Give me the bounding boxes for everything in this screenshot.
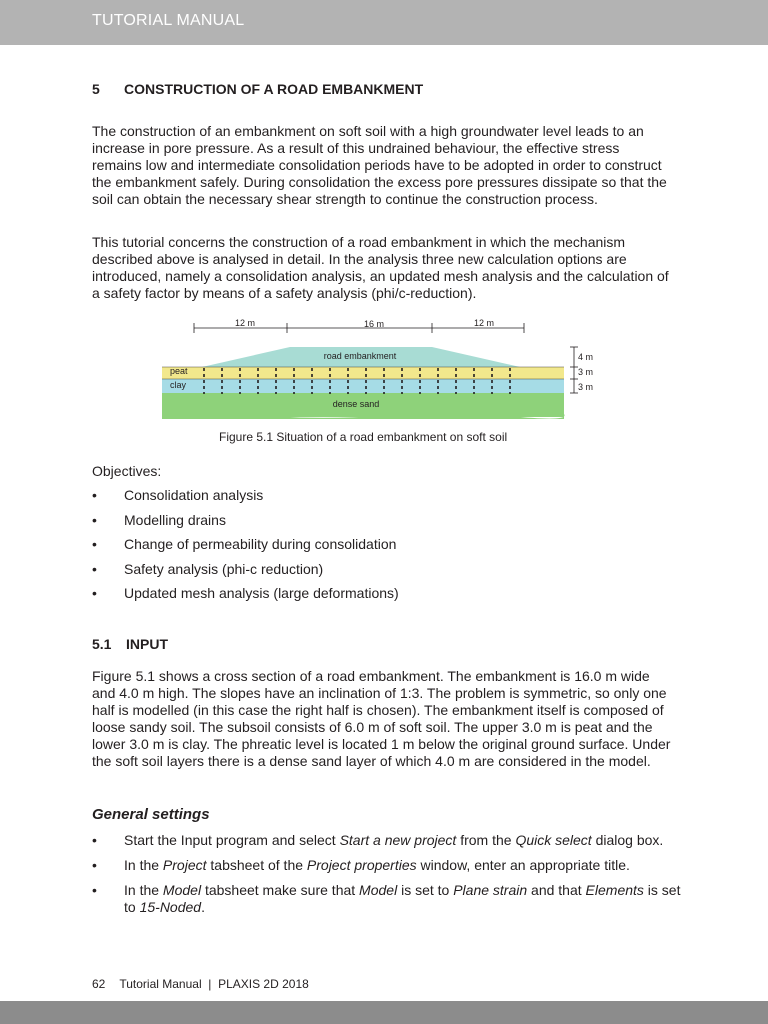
label-road-embankment: road embankment <box>323 351 397 361</box>
intro-paragraph-1: The construction of an embankment on soft soil with a high groundwater level leads to an increase in pore pressure. As a result of this undrained behaviour, the effective stress remains low and intermediate consolidation periods have to be adopted in order to construct the embankment safely. During consolidation the excess pore pressures dissipate so that the soil can obtain the necessary shear strength to continue the construction process. <box>92 123 667 207</box>
page-number: 62 <box>92 977 106 991</box>
objectives-label: Objectives: <box>92 463 162 479</box>
plain-text: In the <box>124 857 163 873</box>
header-bar <box>0 0 768 45</box>
list-item-text: Modelling drains <box>124 511 226 528</box>
bullet-icon: • <box>92 832 97 848</box>
section-heading <box>92 81 423 97</box>
footer-bar <box>0 1001 768 1024</box>
emphasis-text: Model <box>162 882 202 898</box>
list-item-text: Updated mesh analysis (large deformations) <box>124 585 399 601</box>
bullet-icon: • <box>92 585 97 601</box>
plain-text: Start the Input program and select <box>124 832 340 848</box>
list-item <box>92 561 682 586</box>
label-clay: clay <box>170 380 187 390</box>
dim-middle-label: 16 m <box>363 319 385 329</box>
plain-text: dialog box. <box>591 832 664 848</box>
list-item <box>92 585 682 610</box>
emphasis-text: 15-Noded <box>139 899 202 915</box>
label-dense-sand: dense sand <box>332 399 380 409</box>
list-item <box>92 857 682 874</box>
plain-text: is set to <box>397 882 454 898</box>
objectives-list <box>92 487 682 610</box>
bullet-icon: • <box>92 511 97 528</box>
emphasis-text: Quick select <box>515 832 592 848</box>
plain-text: . <box>201 899 205 915</box>
plain-text: from the <box>456 832 516 848</box>
section-title: CONSTRUCTION OF A ROAD EMBANKMENT <box>124 81 424 97</box>
footer-text: Tutorial Manual | PLAXIS 2D 2018 <box>119 977 309 991</box>
list-item <box>92 487 682 512</box>
dim-peat-thickness: 3 m <box>578 367 594 377</box>
bullet-icon: • <box>92 560 97 577</box>
plain-text: tabsheet make sure that <box>201 882 360 898</box>
bullet-icon: • <box>92 882 97 898</box>
subsection-heading <box>92 636 168 652</box>
general-settings-heading: General settings <box>92 806 210 823</box>
intro-paragraph-2: This tutorial concerns the construction of a road embankment in which the mechanism described above is analysed in detail. In the analysis three new calculation options are introduced, namely a consolidation analysis, an updated mesh analysis and the calculation of a safety factor by means of a safety analysis (phi/c-reduction). <box>92 234 669 301</box>
bullet-icon: • <box>92 536 97 552</box>
list-item-text <box>124 832 663 848</box>
header-title: TUTORIAL MANUAL <box>92 12 245 29</box>
plain-text: tabsheet of the <box>206 857 307 873</box>
plain-text: is set to <box>124 882 681 915</box>
list-item <box>92 882 682 916</box>
emphasis-text: Plane strain <box>453 882 528 898</box>
subsection-title: INPUT <box>126 636 168 652</box>
list-item <box>92 832 682 849</box>
list-item <box>92 512 682 537</box>
embankment-diagram <box>150 312 630 430</box>
dim-embankment-height: 4 m <box>578 352 594 362</box>
subsection-number: 5.1 <box>92 636 112 652</box>
bullet-icon: • <box>92 857 97 873</box>
list-item-text: Change of permeability during consolidation <box>124 536 397 552</box>
plain-text: window, enter an appropriate title. <box>416 857 630 873</box>
emphasis-text: Model <box>359 882 398 898</box>
plain-text: and that <box>527 882 586 898</box>
dim-left-label: 12 m <box>234 318 256 328</box>
list-item-text <box>124 857 630 873</box>
emphasis-text: Project properties <box>306 857 417 873</box>
right-dimensions <box>570 347 578 393</box>
emphasis-text: Elements <box>585 882 644 898</box>
input-paragraph: Figure 5.1 shows a cross section of a road embankment. The embankment is 16.0 m wide and 4.0 m high. The slopes have an inclination of 1:3. The problem is symmetric, so only one half is modelled (in this case the right half is chosen). The embankment itself is composed of loose sandy soil. The subsoil consists of 6.0 m of soft soil. The upper 3.0 m is peat and the lower 3.0 m is clay. The phreatic level is located 1 m below the original ground surface. Under the soft soil layers there is a dense sand layer of which 4.0 m are considered in the model. <box>92 668 671 769</box>
emphasis-text: Project <box>162 857 207 873</box>
embankment-figure <box>150 312 630 430</box>
dim-clay-thickness: 3 m <box>578 382 594 392</box>
general-settings-list <box>92 832 682 924</box>
figure-caption: Figure 5.1 Situation of a road embankment on soft soil <box>219 430 508 444</box>
section-number: 5 <box>92 81 100 97</box>
emphasis-text: Start a new project <box>339 832 457 848</box>
list-item-text <box>124 882 680 915</box>
bullet-icon: • <box>92 487 97 503</box>
list-item <box>92 536 682 561</box>
plain-text: In the <box>124 882 163 898</box>
dim-right-label: 12 m <box>473 318 495 328</box>
list-item-text: Consolidation analysis <box>124 487 264 503</box>
page-footer <box>92 977 309 991</box>
label-peat: peat <box>170 366 188 376</box>
list-item-text: Safety analysis (phi-c reduction) <box>124 560 324 577</box>
